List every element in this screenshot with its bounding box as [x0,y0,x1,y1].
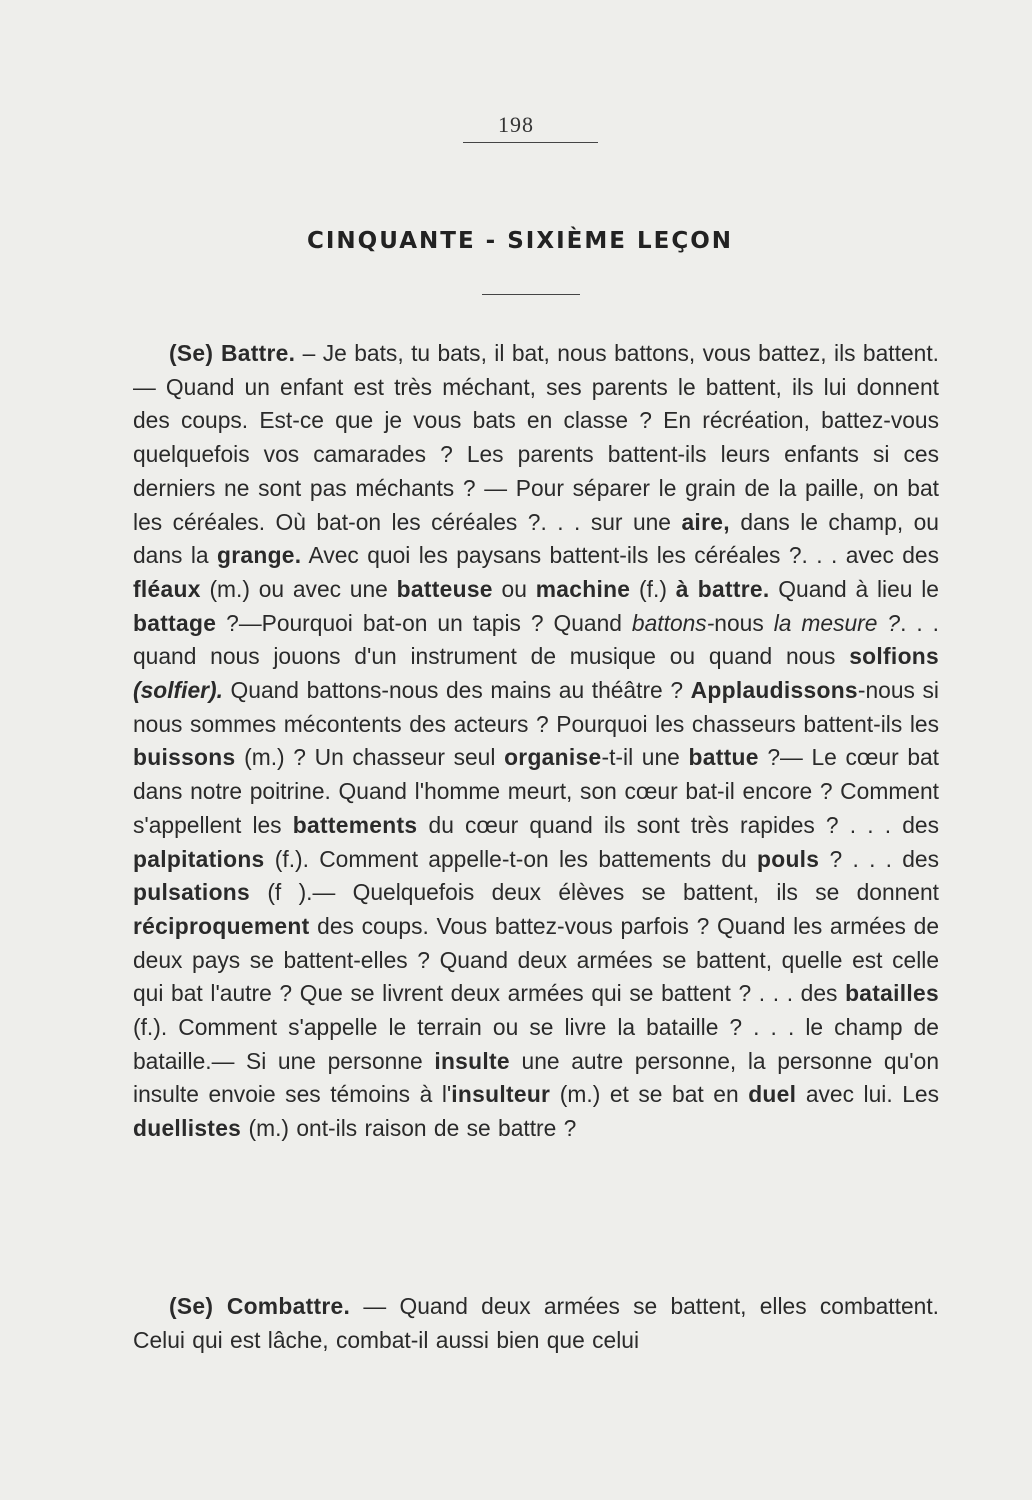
text-span: — Quand deux armées se battent, elles combattent. Celui qui est lâche, combat-il aussi bien que celui [133,1293,939,1353]
text-span: ? . . . des [819,845,940,872]
term-duellistes: duellistes [133,1115,242,1142]
term-battage: battage [133,609,217,636]
text-span: des coups. Vous battez-vous parfois ? Quand les armées de deux pays se battent-elles ? Quand deux armées se battent, quelle est celle qui bat l'autre ? Que se livrent deux armées qui se battent ? . . . des [133,912,939,1007]
text-span: (f ).— Quelquefois deux élèves se battent, ils se donnent [250,879,939,906]
term-insulteur: insulteur [451,1081,551,1108]
term-buissons: buissons [133,744,236,771]
term-se-combattre: (Se) Combattre. [169,1293,351,1319]
page-number: 198 [498,112,534,137]
text-span: dans le champ, ou dans la [133,508,939,569]
text-span: (f.). Comment appelle-t-on les battements du [264,845,757,872]
text-span: avec lui. Les [796,1081,939,1108]
text-span: (m.) ou avec une [200,575,397,602]
term-grange: grange. [216,542,302,569]
text-span: ou [492,575,536,602]
text-span: Quand à lieu le [769,575,939,602]
term-duel: duel [748,1081,797,1108]
term-battue: battue [688,744,759,771]
term-a-battre: à battre. [675,575,770,602]
text-span: . . . quand nous jouons d'un instrument de musique ou quand nous [133,609,940,670]
term-battons: battons- [631,609,715,636]
text-span: – Je bats, tu bats, il bat, nous battons, vous battez, ils battent.— Quand un enfant est très méchant, ses parents le battent, ils lui donnent des coups. Est-ce que je vous bats en classe ? En récréation, battez-vous quelquefois vos camarades ? Les parents battent-ils leurs enfants si ces derniers ne sont pas méchants ? — Pour séparer le grain de la paille, on bat les céréales. Où bat-on les céréales ?. . . sur une [133,340,939,535]
paragraph-se-battre [133,337,939,1146]
term-aire: aire, [681,508,730,535]
text-span: ?— Le cœur bat dans notre poitrine. Quand l'homme meurt, son cœur bat-il encore ? Comment s'appellent les [133,744,940,838]
term-se-battre: (Se) Battre. [169,340,296,366]
text-span: une autre personne, la personne qu'on insulte envoie ses témoins à l' [133,1047,940,1108]
text-span: (f.) [630,575,676,602]
term-pulsations: pulsations [133,879,250,906]
term-machine: machine [535,575,631,602]
text-span: nous [714,609,774,636]
term-organise: organise [504,744,602,771]
term-batteuse: batteuse [396,575,493,602]
text-span: -t-il une [601,744,689,771]
text-span: du cœur quand ils sont très rapides ? . . . des [417,811,939,838]
text-span: (m.) ont-ils raison de se battre ? [241,1115,577,1142]
heading-rule [482,294,580,295]
text-span: (f.). Comment s'appelle le terrain ou se livre la bataille ? . . . le champ de bataille.— Si une personne [133,1014,939,1074]
text-span: (m.) ? Un chasseur seul [235,744,505,771]
page-number-rule [463,142,598,143]
text-span: (m.) et se bat en [550,1081,749,1108]
term-battements: battements [292,811,418,838]
paragraph-se-combattre [133,1290,939,1357]
text-span: Quand battons-nous des mains au théâtre ? [222,677,691,704]
term-la-mesure: la mesure ? [773,609,901,636]
term-solfions: solfions [849,643,939,670]
term-batailles: batailles [845,980,939,1007]
text-span: -nous si nous sommes mécontents des acteurs ? Pourquoi les chasseurs battent-ils les [133,677,939,737]
term-reciproquement: réciproquement [133,912,310,939]
term-palpitations: palpitations [133,845,265,872]
term-applaudissons: Applaudissons [690,677,858,704]
term-insulte: insulte [434,1047,510,1074]
text-span: ?—Pourquoi bat-on un tapis ? Quand [216,609,632,636]
term-pouls: pouls [757,845,820,872]
text-span: Avec quoi les paysans battent-ils les céréales ?. . . avec des [301,542,939,569]
lesson-heading: CINQUANTE - SIXIÈME LEÇON [307,228,733,254]
term-fleaux: fléaux [133,575,201,602]
term-solfier: (solfier). [133,677,223,704]
